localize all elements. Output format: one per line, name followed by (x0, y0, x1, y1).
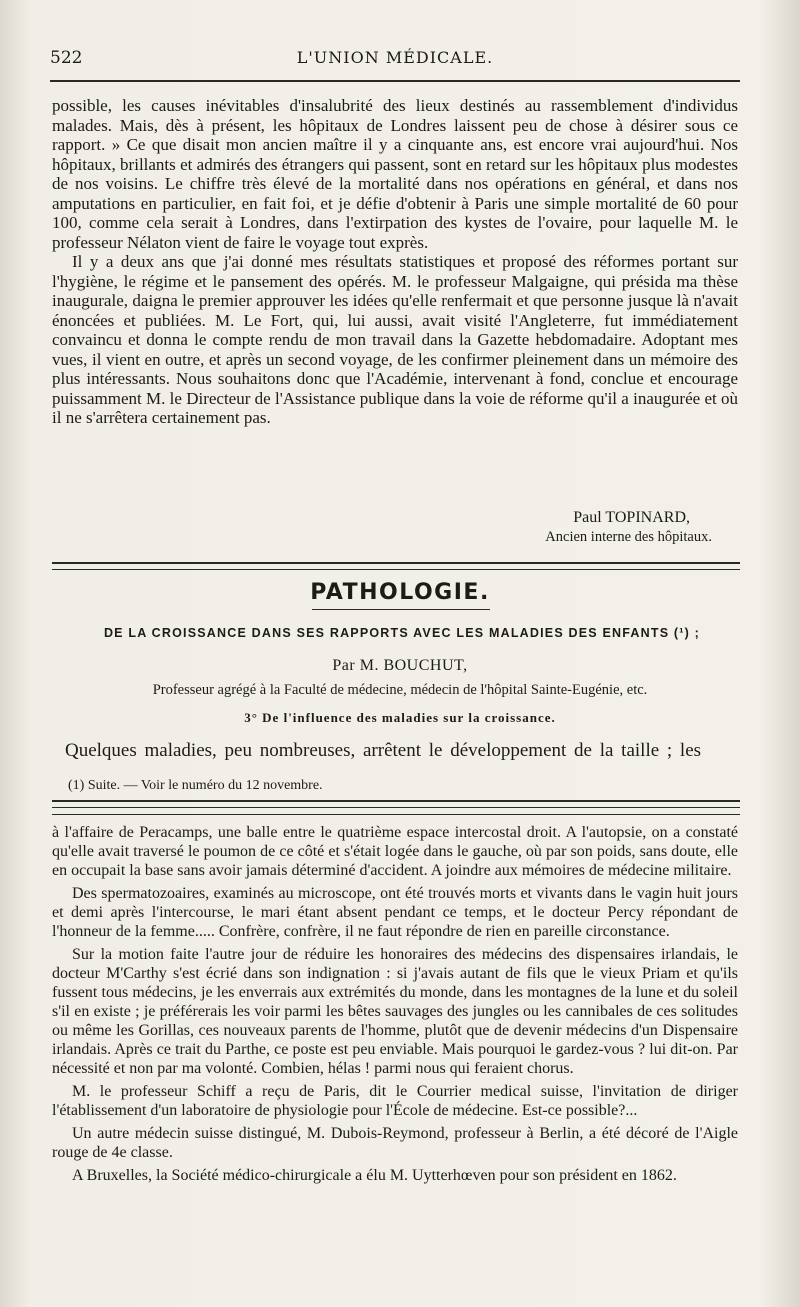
signature-role: Ancien interne des hôpitaux. (545, 529, 712, 545)
article-title: DE LA CROISSANCE DANS SES RAPPORTS AVEC LES MALADIES DES ENFANTS (¹) ; (103, 626, 701, 640)
paragraph: possible, les causes inévitables d'insalubrité des lieux destinés au rassemblement d'individus malades. Mais, dès à présent, les hôpitaux de Londres laissent peu de chose à désirer sous ce rapport. » Ce que disait mon ancien maître il y a cinquante ans, est encore vrai aujourd'hui. Nos hôpitaux, brillants et admirés des étrangers qui passent, sont en retard sur les hôpitaux plus modestes de nos voisins. Le chiffre très élevé de la mortalité dans nos opérations en général, et dans nos amputations en particulier, en fait foi, et je défie d'obtenir à Paris une simple mortalité de 60 pour 100, comme cela serait à Londres, dans l'extirpation des kystes de l'ovaire, pour laquelle M. le professeur Nélaton vient de faire le voyage tout exprès. (52, 96, 738, 252)
top-article-body (52, 96, 738, 428)
feuilleton-rule (52, 814, 740, 815)
page-number: 522 (50, 48, 83, 68)
article-lead-line: Quelques maladies, peu nombreuses, arrêtent le développement de la taille ; les (65, 740, 702, 761)
paragraph: Sur la motion faite l'autre jour de réduire les honoraires des médecins des dispensaires irlandais, le docteur M'Carthy s'est écrié dans son indignation : si j'avais autant de fils que le vieux Priam et qu'ils fussent tous médecins, je les enverrais aux extrémités du monde, dans les montagnes de la lune et du soleil s'il en existe ; je préférerais les voir parmi les bêtes sauvages des jungles ou les cannibales de ces solitudes ou même les Gorillas, ces nouveaux parents de l'homme, plutôt que de devenir médecins d'un Dispensaire irlandais. Après ce trait du Parthe, ce poste est peu enviable. Mais pourquoi le gardez-vous ? lui dit-on. Par nécessité et non par ma volonté. Combien, hélas ! parmi nous qui feraient chorus. (52, 946, 738, 1077)
footnote: (1) Suite. — Voir le numéro du 12 novembre. (68, 778, 323, 793)
signature-name: Paul TOPINARD, (573, 509, 690, 526)
article-byline: Par M. BOUCHUT, (332, 657, 468, 674)
author-affiliation: Professeur agrégé à la Faculté de médecine, médecin de l'hôpital Sainte-Eugénie, etc. (152, 682, 648, 698)
paragraph: M. le professeur Schiff a reçu de Paris, dit le Courrier medical suisse, l'invitation de diriger l'établissement d'un laboratoire de physiologie pour l'École de médecine. Est-ce possible?... (52, 1083, 738, 1119)
paragraph: Il y a deux ans que j'ai donné mes résultats statistiques et proposé des réformes portant sur l'hygiène, le régime et le pansement des opérés. M. le professeur Malgaigne, qui présida ma thèse inaugurale, daigna le premier approuver les idées qu'elle renfermait et que personne jusque là n'avait énoncées et publiées. M. Le Fort, qui, lui aussi, avait visité l'Angleterre, fut immédiatement convaincu et donna le compte rendu de mon travail dans la Gazette hebdomadaire. Adoptant mes vues, il vient en outre, et après un second voyage, de les confirmer pleinement dans un mémoire des plus intéressants. Nous souhaitons donc que l'Académie, intervenant à fond, conclue et encourage puissamment M. le Directeur de l'Assistance publique dans la voie de réforme qu'il a inaugurée et où il ne s'arrêtera certainement pas. (52, 252, 738, 427)
paragraph: A Bruxelles, la Société médico-chirurgicale a élu M. Uytterhœven pour son président en 1862. (72, 1167, 677, 1184)
running-title: L'UNION MÉDICALE. (296, 48, 494, 67)
section-divider (52, 562, 740, 570)
article-subheading: 3° De l'influence des maladies sur la croissance. (244, 710, 556, 725)
paragraph: à l'affaire de Peracamps, une balle entre le quatrième espace intercostal droit. A l'autopsie, on a constaté qu'elle avait traversé le poumon de ce côté et s'était logée dans le gauche, où par son poids, sans doute, elle en occupait la base sans avoir jamais déterminé d'accident. A joindre aux mémoires de médecine militaire. (52, 824, 738, 879)
page-header (50, 48, 740, 74)
feuilleton-body (52, 823, 738, 1185)
paragraph: Des spermatozoaires, examinés au microscope, ont été trouvés morts et vivants dans le vagin huit jours et demi après l'intercourse, le mari étant absent pendant ce temps, et le docteur Percy répondant de l'honneur de la femme..... Confrère, confrère, il ne faut répondre de rien en pareille circonstance. (52, 885, 738, 940)
feuilleton-divider (52, 800, 740, 808)
paragraph: Un autre médecin suisse distingué, M. Dubois-Reymond, professeur à Berlin, a été décoré de l'Aigle rouge de 4e classe. (52, 1125, 738, 1161)
section-title-underline (312, 609, 490, 610)
section-title: PATHOLOGIE. (310, 580, 490, 605)
header-rule (50, 80, 740, 82)
